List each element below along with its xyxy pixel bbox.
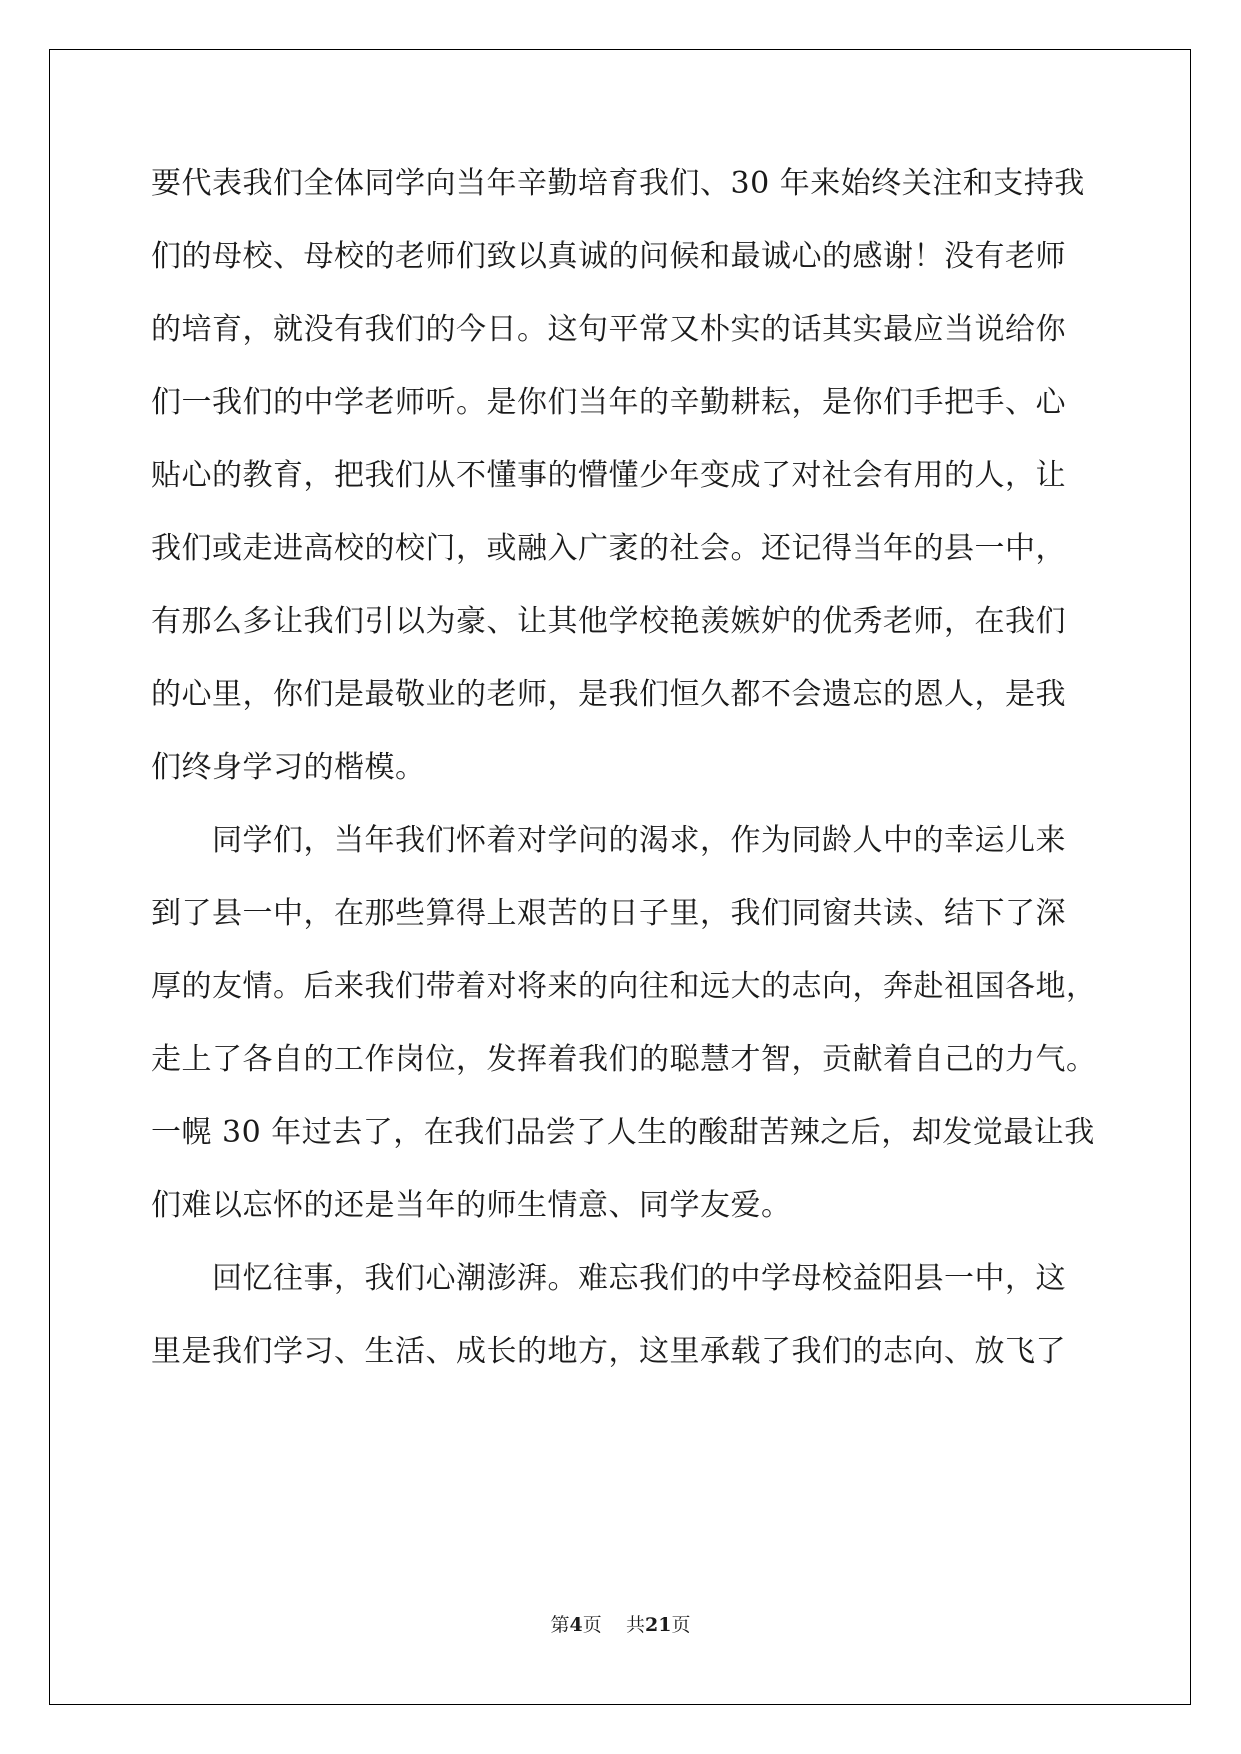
text-line: 我们或走进高校的校门，或融入广袤的社会。还记得当年的县一中， [151, 531, 1066, 566]
text-line: 的心里，你们是最敬业的老师，是我们恒久都不会遗忘的恩人，是我 [151, 677, 1066, 712]
text-line: 们终身学习的楷模。 [151, 750, 426, 785]
text-line: 贴心的教育，把我们从不懂事的懵懂少年变成了对社会有用的人，让 [151, 458, 1066, 493]
total-pages: 21 [644, 1614, 672, 1636]
text-line: 们的母校、母校的老师们致以真诚的问候和最诚心的感谢！没有老师 [151, 239, 1066, 274]
text-line: 到了县一中，在那些算得上艰苦的日子里，我们同窗共读、结下了深 [151, 896, 1066, 931]
page-border [49, 49, 1191, 1705]
footer-total-suffix: 页 [671, 1614, 691, 1636]
page-number: 4 [569, 1614, 583, 1636]
footer-page-suffix: 页 [582, 1614, 602, 1636]
text-line: 要代表我们全体同学向当年辛勤培育我们、30 年来始终关注和支持我 [151, 166, 1085, 201]
page-footer [0, 1610, 1241, 1637]
text-line: 有那么多让我们引以为豪、让其他学校艳羡嫉妒的优秀老师，在我们 [151, 604, 1066, 639]
text-line: 一幌 30 年过去了，在我们品尝了人生的酸甜苦辣之后，却发觉最让我 [151, 1115, 1095, 1150]
footer-total-prefix: 共 [625, 1614, 645, 1636]
text-line: 厚的友情。后来我们带着对将来的向往和远大的志向，奔赴祖国各地， [151, 969, 1097, 1004]
text-line: 回忆往事，我们心潮澎湃。难忘我们的中学母校益阳县一中，这 [151, 1261, 1066, 1296]
text-line: 们一我们的中学老师听。是你们当年的辛勤耕耘，是你们手把手、心 [151, 385, 1066, 420]
text-line: 里是我们学习、生活、成长的地方，这里承载了我们的志向、放飞了 [151, 1334, 1066, 1369]
text-line: 走上了各自的工作岗位，发挥着我们的聪慧才智，贡献着自己的力气。 [151, 1042, 1097, 1077]
text-line: 们难以忘怀的还是当年的师生情意、同学友爱。 [151, 1188, 792, 1223]
footer-prefix: 第 [550, 1614, 570, 1636]
text-line: 的培育，就没有我们的今日。这句平常又朴实的话其实最应当说给你 [151, 312, 1066, 347]
text-line: 同学们，当年我们怀着对学问的渴求，作为同龄人中的幸运儿来 [151, 823, 1066, 858]
